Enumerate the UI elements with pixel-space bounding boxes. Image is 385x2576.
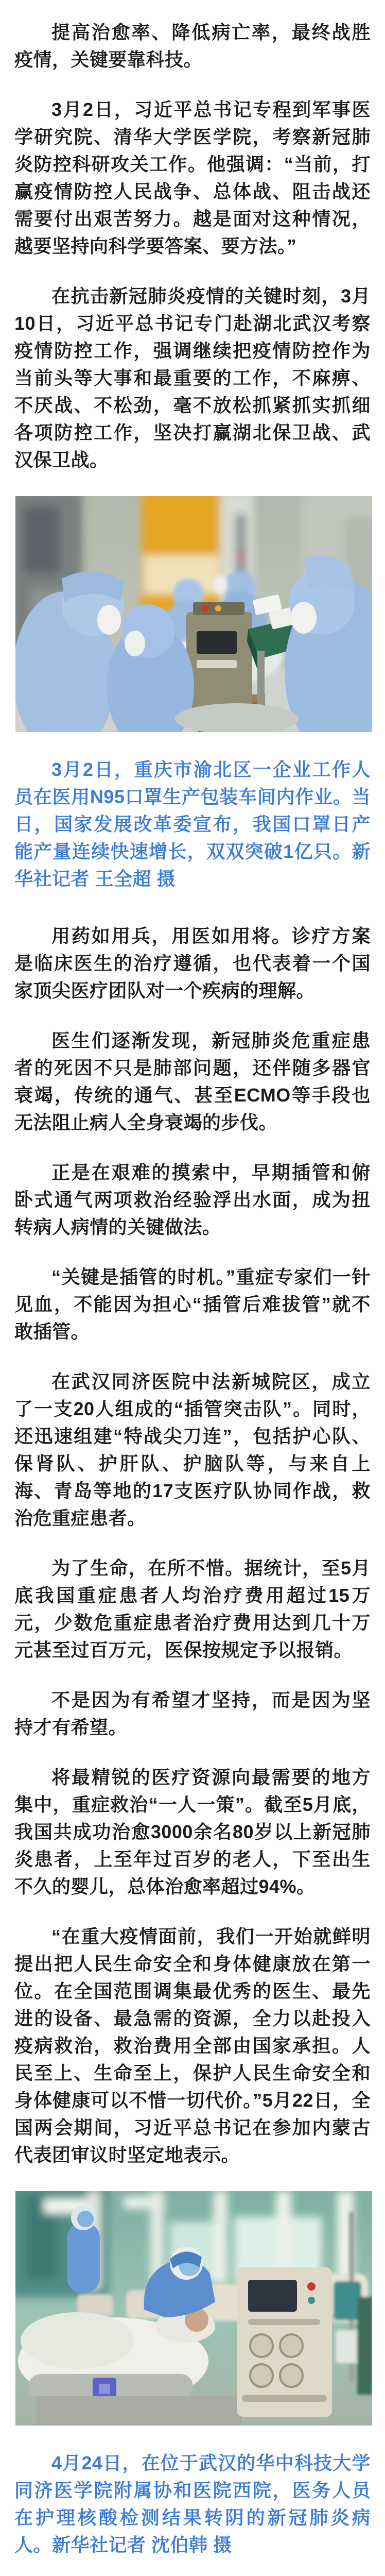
photo-caption: 4月24日，在位于武汉的华中科技大学同济医学院附属协和医院西院，医务人员在护理核酸检测结果转阴的新冠肺炎病人。新华社记者 沈伯韩 摄 [14, 2452, 371, 2555]
body-paragraph: 提高治愈率、降低病亡率，最终战胜疫情，关键要靠科技。 [14, 22, 371, 70]
photo-icu-ward [15, 2191, 371, 2426]
body-paragraph: 将最精锐的医疗资源向最需要的地方集中，重症救治“一人一策”。截至5月底，我国共成功治愈3000余名80岁以上新冠肺炎患者，上至年过百岁的老人，下至出生不久的婴儿，总体治愈率超过94%。 [14, 1767, 371, 1897]
body-paragraph: 正是在艰难的摸索中，早期插管和俯卧式通气两项救治经验浮出水面，成为扭转病人病情的关键做法。 [14, 1162, 371, 1238]
photo-mask-production-workshop [15, 496, 371, 732]
body-paragraph: 用药如用兵，用医如用将。诊疗方案是临床医生的治疗遵循，也代表着一个国家顶尖医疗团队对一个疾病的理解。 [14, 925, 371, 1001]
icu-ward-image [15, 2191, 372, 2426]
body-paragraph: “在重大疫情面前，我们一开始就鲜明提出把人民生命安全和身体健康放在第一位。在全国范围调集最优秀的医生、最先进的设备、最急需的资源，全力以赴投入疫病救治，救治费用全部由国家承担。人民至上、生命至上，保护人民生命安全和身体健康可以不惜一切代价。”5月22日，全国两会期间，习近平总书记在参加内蒙古代表团审议时坚定地表示。 [14, 1926, 371, 2165]
body-paragraph: “关键是插管的时机。”重症专家们一针见血，不能因为担心“插管后难拔管”就不敢插管。 [14, 1266, 371, 1342]
body-paragraph: 3月2日，习近平总书记专程到军事医学研究院、清华大学医学院，考察新冠肺炎防控科研攻关工作。他强调：“当前，打赢疫情防控人民战争、总体战、阻击战还需要付出艰苦努力。越是面对这种情况，越要坚持向科学要答案、要方法。” [14, 99, 371, 257]
body-paragraph: 在武汉同济医院中法新城院区，成立了一支20人组成的“插管突击队”。同时，还迅速组建“特战尖刀连”，包括护心队、保肾队、护肝队、护脑队等，与来自上海、青岛等地的17支医疗队协同作战，救治危重症患者。 [14, 1371, 371, 1529]
body-paragraph: 医生们逐渐发现，新冠肺炎危重症患者的死因不只是肺部问题，还伴随多器官衰竭，传统的通气、甚至ECMO等手段也无法阻止病人全身衰竭的步伐。 [14, 1030, 371, 1133]
body-paragraph: 在抗击新冠肺炎疫情的关键时刻，3月10日，习近平总书记专门赴湖北武汉考察疫情防控工作，强调继续把疫情防控作为当前头等大事和最重要的工作，不麻痹、不厌战、不松劲，毫不放松抓紧抓实抓细各项防控工作，坚决打赢湖北保卫战、武汉保卫战。 [14, 285, 371, 470]
photo-caption: 3月2日，重庆市渝北区一企业工作人员在医用N95口罩生产包装车间内作业。当日，国家发展改革委宣布，我国口罩日产能产量连续快速增长，双双突破1亿只。新华社记者 王全超 摄 [14, 759, 371, 889]
mask-production-workshop-image [15, 496, 372, 732]
body-paragraph: 不是因为有希望才坚持，而是因为坚持才有希望。 [14, 1689, 371, 1738]
body-paragraph: 为了生命，在所不惜。据统计，至5月底我国重症患者人均治疗费用超过15万元，少数危重症患者治疗费用达到几十万元甚至过百万元，医保按规定予以报销。 [14, 1557, 371, 1660]
